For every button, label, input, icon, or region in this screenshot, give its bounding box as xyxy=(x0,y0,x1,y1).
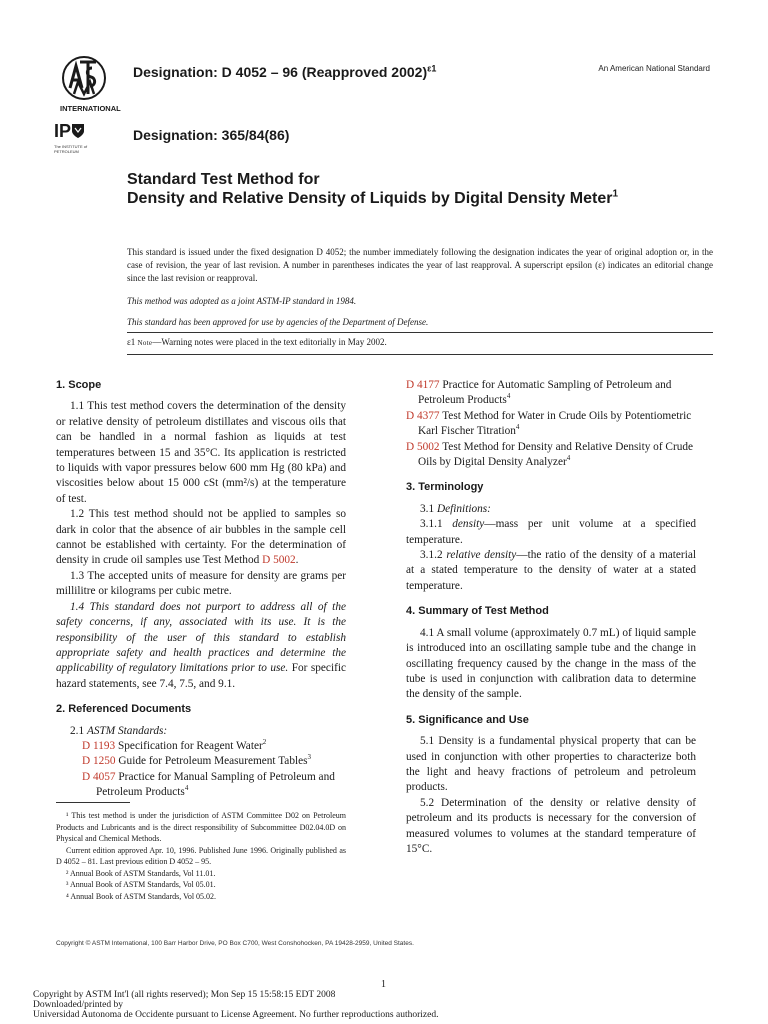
divider xyxy=(127,332,713,333)
designation-astm-text: Designation: D 4052 – 96 (Reapproved 2002) xyxy=(133,64,428,80)
hazard-statement: For specific hazard statements, see 7.4, 7.5, and 9.1. xyxy=(56,662,346,690)
section-heading-summary: 4. Summary of Test Method xyxy=(406,605,549,618)
title-footnote-mark: 1 xyxy=(612,188,618,200)
reference-sup: 3 xyxy=(307,753,312,762)
footnotes xyxy=(56,810,346,902)
editorial-note xyxy=(127,337,387,347)
reference-sup: 4 xyxy=(184,784,189,793)
editorial-note-text: —Warning notes were placed in the text editorially in May 2002. xyxy=(152,337,387,347)
term-density-def: —mass per unit volume at a specified temperature. xyxy=(406,518,696,546)
title-line1: Standard Test Method for xyxy=(127,171,320,188)
term-relative-density-word: relative density xyxy=(446,549,517,562)
footnote-1: ¹ This test method is under the jurisdiction of ASTM Committee D02 on Petroleum Products and Lubricants and is the direct responsibility of Subcommittee D02.04.0D on Physical and Chemical Methods. xyxy=(56,811,346,843)
designation-astm xyxy=(133,64,436,80)
reference-sup: 4 xyxy=(566,454,571,463)
section-heading-referenced: 2. Referenced Documents xyxy=(56,703,192,716)
right-column xyxy=(406,378,696,857)
section-heading-terminology: 3. Terminology xyxy=(406,481,484,494)
term-relative-density xyxy=(406,548,696,594)
footnote-3: ³ Annual Book of ASTM Standards, Vol 05.01. xyxy=(66,880,216,889)
astm-standards-title: ASTM Standards: xyxy=(86,724,168,737)
reference-link[interactable]: D 4377 xyxy=(406,409,440,422)
definitions-label xyxy=(406,502,696,517)
footnote-1-edition: Current edition approved Apr. 10, 1996. Published June 1996. Originally published as D 4052 – 81. Last previous edition D 4052 – 95. xyxy=(56,845,346,866)
reference-sup: 2 xyxy=(262,738,267,747)
term-relative-density-num: 3.1.2 xyxy=(420,549,447,562)
paragraph-1-2-text: 1.2 This test method should not be applied to samples so dark in color that the absence of air bubbles in the sample cell cannot be established with certainty. For the determination of density in crude oil samples use Test Method xyxy=(56,508,346,567)
copyright-line: Copyright © ASTM International, 100 Barr Harbor Drive, PO Box C700, West Conshohocken, PA 19428-2959, United States. xyxy=(56,940,414,947)
safety-statement: 1.4 This standard does not purport to address all of the safety concerns, if any, associated with its use. It is the responsibility of the user of this standard to establish appropriate safety and health practices and determine the applicability of regulatory limitations prior to use. xyxy=(56,600,346,675)
paragraph-1-2-end: . xyxy=(295,554,299,567)
reference-item xyxy=(70,739,346,754)
term-density-num: 3.1.1 xyxy=(420,518,453,531)
paragraph-5-1: 5.1 Density is a fundamental physical property that can be used in conjunction with other properties to characterize both the light and heavy fractions of petroleum and petroleum products. xyxy=(406,735,696,794)
dod-note: This standard has been approved for use by agencies of the Department of Defense. xyxy=(127,317,429,327)
logo-text: INTERNATIONAL xyxy=(60,104,121,113)
intro-text: This standard is issued under the fixed designation D 4052; the number immediately following the designation indicates the year of original adoption or, in the case of revision, the year of last revision. A number in parentheses indicates the year of last reapproval. A superscript epsilon (ε) indicates an editorial change since the last revision or reapproval. xyxy=(127,247,713,283)
designation-ip: Designation: 365/84(86) xyxy=(133,127,290,143)
ip-logo xyxy=(54,122,98,162)
astm-standards-label xyxy=(56,724,346,739)
ip-logo-text: IP xyxy=(54,121,72,141)
page-title xyxy=(127,170,687,208)
footnote-divider xyxy=(56,802,130,803)
reference-link[interactable]: D 5002 xyxy=(406,440,440,453)
reference-link[interactable]: D 1193 xyxy=(82,739,116,752)
title-line2: Density and Relative Density of Liquids by Digital Density Meter xyxy=(127,190,613,207)
editorial-note-mark: ε1 xyxy=(127,337,136,347)
reference-text: Test Method for Water in Crude Oils by Potentiometric Karl Fischer Titration xyxy=(418,409,692,438)
adoption-note: This method was adopted as a joint ASTM-IP standard in 1984. xyxy=(127,296,357,306)
editorial-note-label: Note xyxy=(137,339,153,347)
reference-text: Guide for Petroleum Measurement Tables xyxy=(115,755,308,768)
definitions-num: 3.1 xyxy=(420,502,437,515)
page-number: 1 xyxy=(381,979,386,990)
reference-text: Specification for Reagent Water xyxy=(115,739,263,752)
download-line-2: Downloaded/printed by xyxy=(33,1000,123,1010)
reference-text: Practice for Automatic Sampling of Petroleum and Petroleum Products xyxy=(418,379,672,407)
left-column xyxy=(56,378,346,801)
definitions-title: Definitions: xyxy=(436,502,491,515)
paragraph-1-3: 1.3 The accepted units of measure for density are grams per millilitre or kilograms per cubic metre. xyxy=(56,569,346,598)
term-relative-density-def: —the ratio of the density of a material at a stated temperature to the density of water at a stated temperature. xyxy=(406,549,696,592)
download-notice xyxy=(33,990,573,1020)
section-heading-scope: 1. Scope xyxy=(56,379,102,391)
american-standard-label: An American National Standard xyxy=(598,64,710,73)
reference-link[interactable]: D 1250 xyxy=(82,755,116,768)
reference-item xyxy=(406,409,696,440)
download-line-1: Copyright by ASTM Int'l (all rights reserved); Mon Sep 15 15:58:15 EDT 2008 xyxy=(33,990,336,1000)
reference-link[interactable]: D 4057 xyxy=(82,770,116,783)
reference-item xyxy=(406,440,696,471)
astm-logo xyxy=(60,54,122,114)
ip-logo-small: The INSTITUTE of PETROLEUM xyxy=(54,144,88,154)
term-density xyxy=(406,517,696,548)
paragraph-5-2: 5.2 Determination of the density or relative density of petroleum and its products is necessary for the conversion of measured volumes to volumes at the standard temperature of 15°C. xyxy=(406,796,696,855)
epsilon-mark: ε1 xyxy=(427,63,437,74)
download-line-3: Universidad Autonoma de Occidente pursuant to License Agreement. No further reproductions authorized. xyxy=(33,1010,439,1020)
divider xyxy=(127,354,713,355)
reference-link[interactable]: D 4177 xyxy=(406,379,440,391)
reference-text: Test Method for Density and Relative Density of Crude Oils by Digital Density Analyzer xyxy=(418,440,694,469)
paragraph-1-1: 1.1 This test method covers the determination of the density or relative density of petroleum distillates and viscous oils that can be handled in a normal fashion as liquids at test temperatures between 15 and 35°C. Its application is restricted to liquids with vapor pressures below 600 mm Hg (80 kPa) and viscosities below about 15 000 cSt (mm²/s) at the temperature of test. xyxy=(56,400,346,505)
reference-text: Practice for Manual Sampling of Petroleum and Petroleum Products xyxy=(96,770,335,799)
paragraph-1-4 xyxy=(56,600,346,692)
reference-item xyxy=(70,754,346,769)
reference-item xyxy=(406,378,696,409)
term-density-word: density xyxy=(452,518,485,531)
reference-sup: 4 xyxy=(506,392,511,401)
reference-sup: 4 xyxy=(515,423,520,432)
footnote-4: ⁴ Annual Book of ASTM Standards, Vol 05.02. xyxy=(66,891,217,901)
astm-standards-num: 2.1 xyxy=(70,724,87,737)
footnote-2: ² Annual Book of ASTM Standards, Vol 11.01. xyxy=(66,868,216,878)
paragraph-4-1: 4.1 A small volume (approximately 0.7 mL) of liquid sample is introduced into an oscillating sample tube and the change in oscillating frequency caused by the change in the mass of the tube is used in conjunction with calibration data to determine the density of the sample. xyxy=(406,626,696,701)
shield-icon xyxy=(71,123,85,139)
section-heading-significance: 5. Significance and Use xyxy=(406,713,529,726)
paragraph-1-2 xyxy=(56,507,346,569)
link-d5002[interactable]: D 5002 xyxy=(262,554,296,567)
reference-item xyxy=(70,770,346,801)
